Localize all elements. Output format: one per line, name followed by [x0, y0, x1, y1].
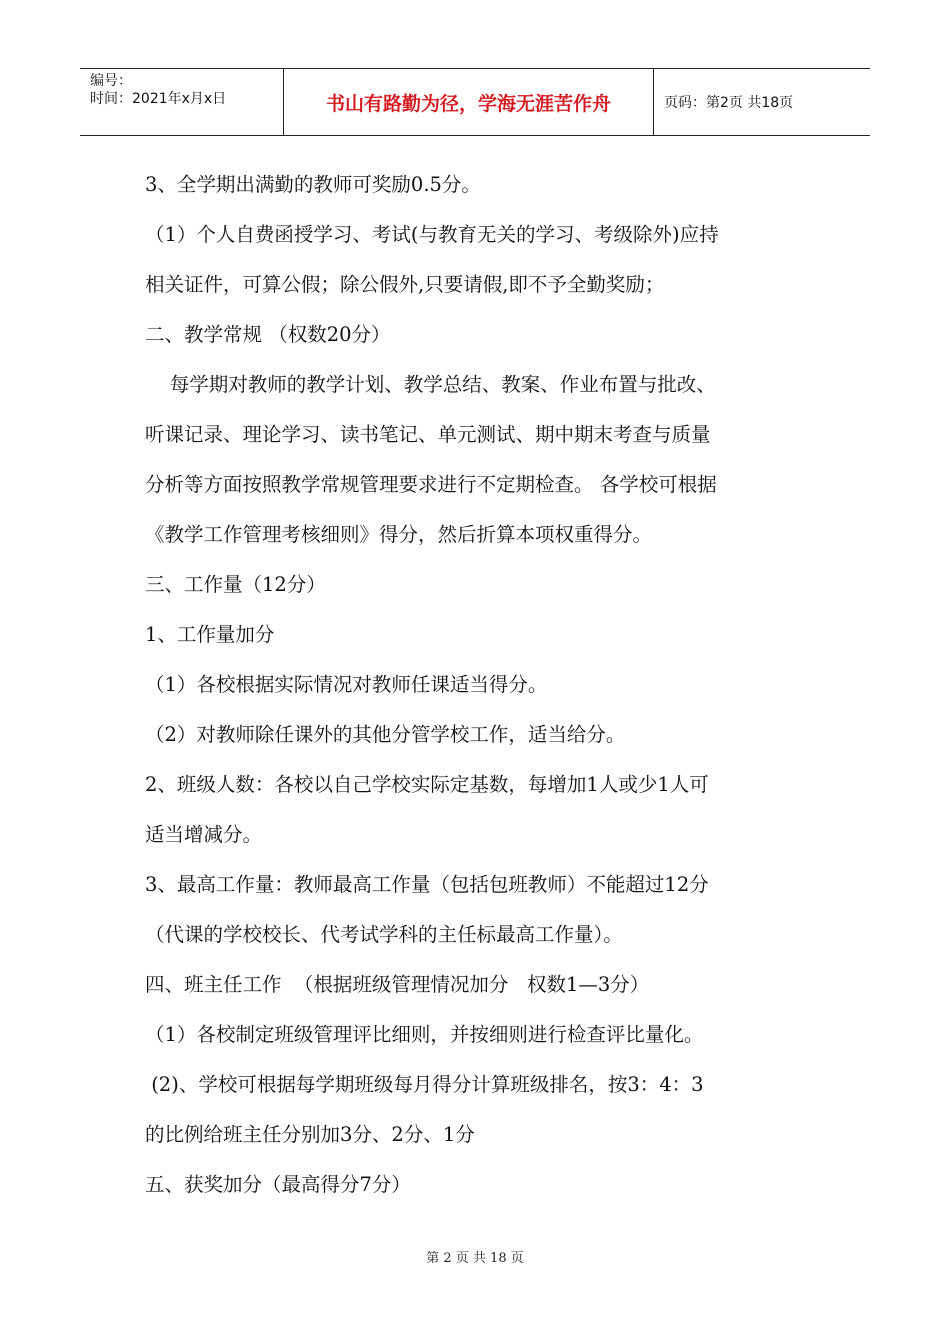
- paragraph-line: （1）各校根据实际情况对教师任课适当得分。: [145, 673, 548, 696]
- header-motto: 书山有路勤为径，学海无涯苦作舟: [284, 69, 654, 135]
- document-body: [145, 160, 835, 1210]
- paragraph-line: 3、全学期出满勤的教师可奖励0.5分。: [145, 173, 481, 196]
- section-heading: 二、教学常规 （权数20分）: [145, 323, 391, 346]
- section-heading: 四、班主任工作 （根据班级管理情况加分 权数1—3分）: [145, 973, 650, 996]
- paragraph-line: 相关证件，可算公假；除公假外,只要请假,即不予全勤奖励；: [145, 273, 665, 296]
- paragraph-line: （代课的学校校长、代考试学科的主任标最高工作量）。: [145, 923, 623, 946]
- section-heading: 三、工作量（12分）: [145, 573, 326, 596]
- paragraph-line: （2）对教师除任课外的其他分管学校工作，适当给分。: [145, 723, 626, 746]
- header-page-info: 页码：第2页 共18页: [664, 95, 794, 111]
- paragraph-line: 每学期对教师的教学计划、教学总结、教案、作业布置与批改、: [145, 373, 716, 396]
- paragraph-line: （1）各校制定班级管理评比细则，并按细则进行检查评比量化。: [145, 1023, 704, 1046]
- paragraph-line: （1）个人自费函授学习、考试(与教育无关的学习、考级除外)应持: [145, 223, 719, 246]
- paragraph-line: 分析等方面按照教学常规管理要求进行不定期检查。 各学校可根据: [145, 473, 717, 496]
- paragraph-line: 1、工作量加分: [145, 623, 275, 646]
- paragraph-line: 3、最高工作量：教师最高工作量（包括包班教师）不能超过12分: [145, 873, 709, 896]
- section-heading: 五、获奖加分（最高得分7分）: [145, 1173, 411, 1196]
- paragraph-line: (2)、学校可根据每学期班级每月得分计算班级排名，按3：4：3: [145, 1073, 704, 1096]
- paragraph-line: 听课记录、理论学习、读书笔记、单元测试、期中期末考查与质量: [145, 423, 711, 446]
- document-time: 时间：2021年x月x日: [90, 91, 227, 107]
- paragraph-line: 2、班级人数：各校以自己学校实际定基数，每增加1人或少1人可: [145, 773, 709, 796]
- document-number: 编号：: [90, 73, 132, 89]
- header-meta: [80, 69, 284, 135]
- paragraph-line: 《教学工作管理考核细则》得分，然后折算本项权重得分。: [145, 523, 653, 546]
- page-footer: 第 2 页 共 18 页: [426, 1251, 524, 1266]
- page-header: [80, 68, 870, 136]
- paragraph-line: 的比例给班主任分别加3分、2分、1分: [145, 1123, 475, 1146]
- paragraph-line: 适当增减分。: [145, 823, 263, 846]
